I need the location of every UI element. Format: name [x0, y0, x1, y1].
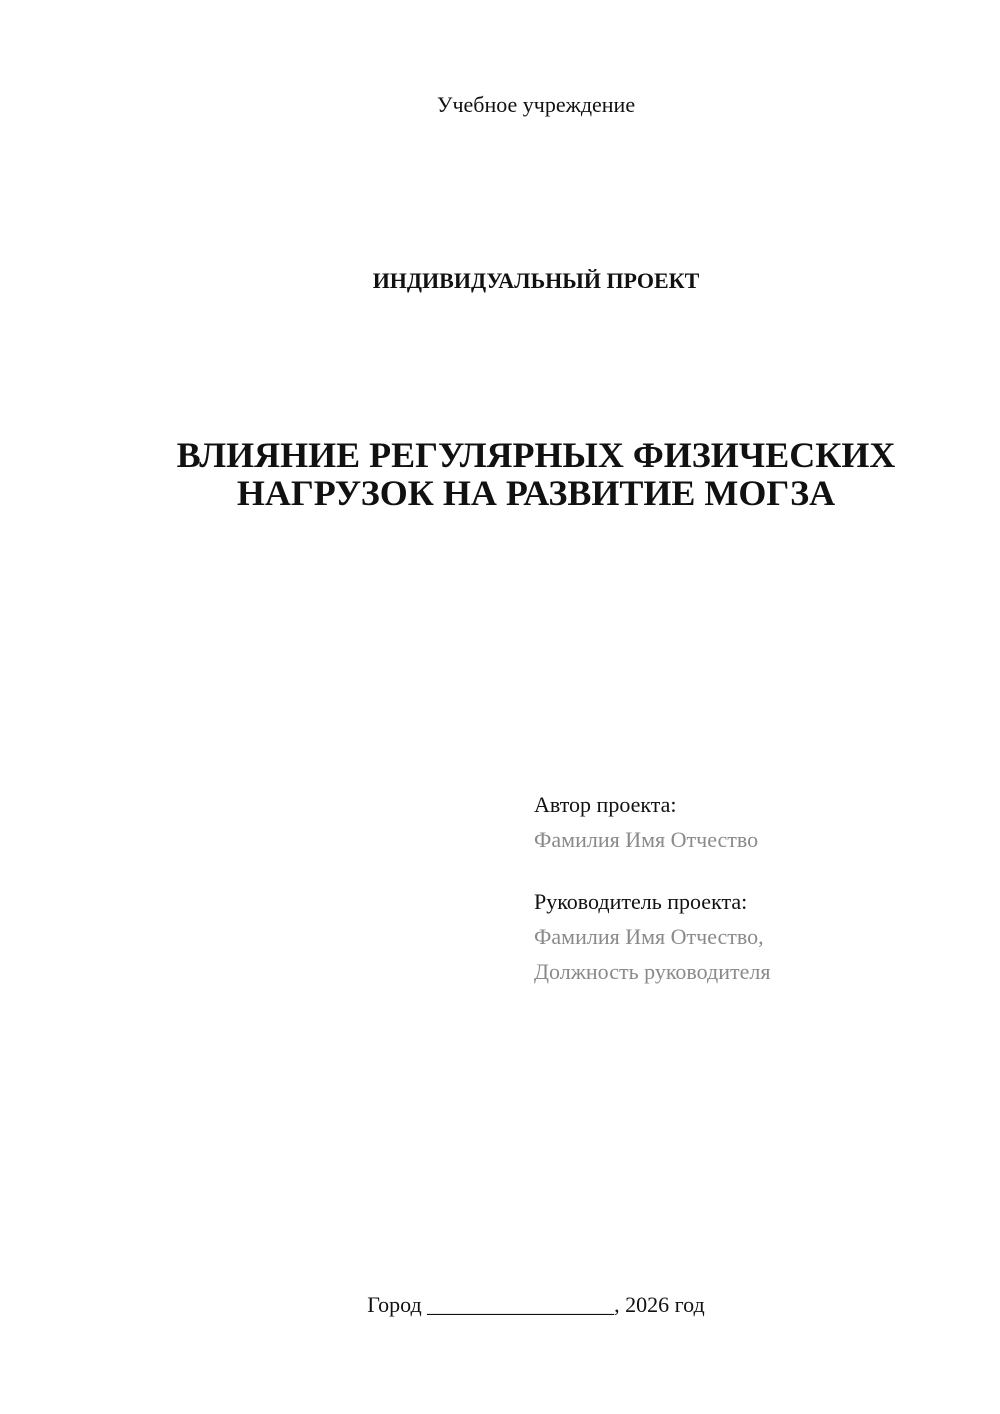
author-label: Автор проекта: — [534, 792, 677, 817]
credits-spacer — [534, 857, 974, 884]
project-title-line-1: ВЛИЯНИЕ РЕГУЛЯРНЫХ ФИЗИЧЕСКИХ — [176, 435, 896, 475]
institution-name: Учебное учреждение — [436, 92, 636, 117]
project-title — [100, 436, 972, 512]
supervisor-position: Должность руководителя — [534, 959, 771, 984]
supervisor-label: Руководитель проекта: — [534, 889, 748, 914]
credits-block — [534, 787, 974, 989]
author-name: Фамилия Имя Отчество — [534, 827, 759, 852]
supervisor-name: Фамилия Имя Отчество, — [534, 924, 764, 949]
city-year-line: Город _________________, 2026 год — [367, 1292, 705, 1317]
project-title-line-2: НАГРУЗОК НА РАЗВИТИЕ МОГЗА — [236, 473, 836, 513]
document-type: ИНДИВИДУАЛЬНЫЙ ПРОЕКТ — [372, 268, 700, 293]
